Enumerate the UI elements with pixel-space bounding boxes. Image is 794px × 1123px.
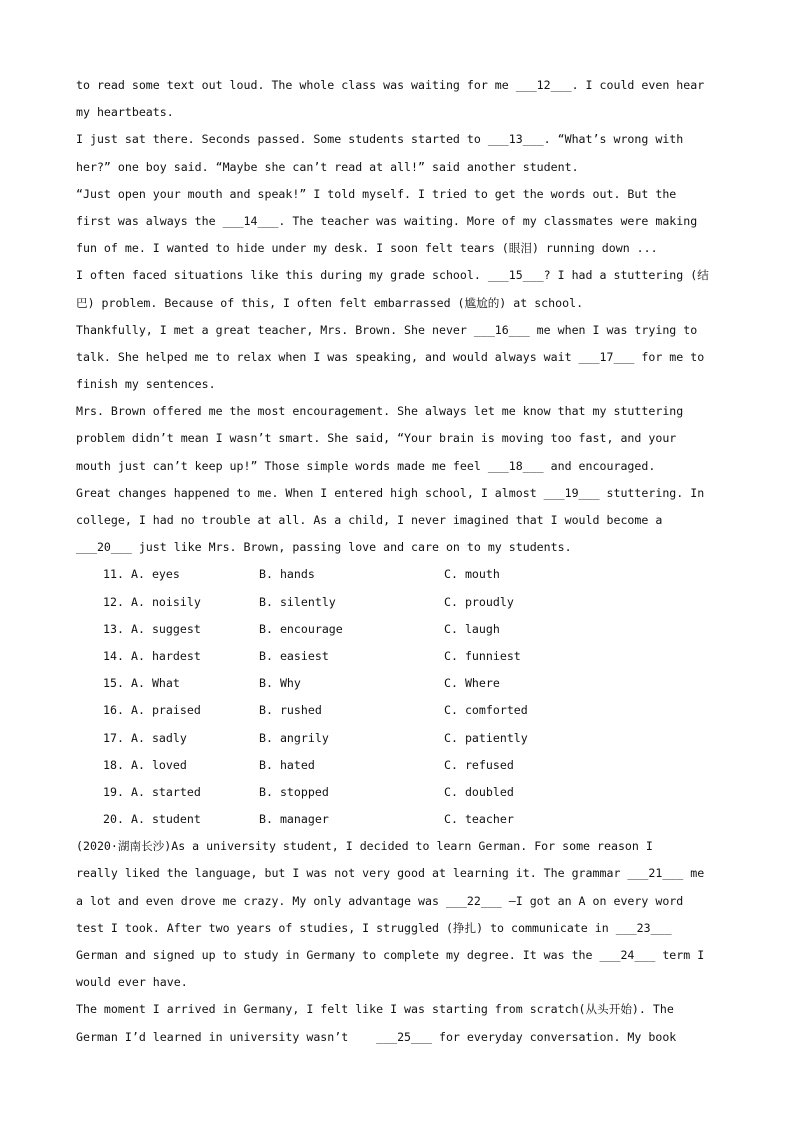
question-row (76, 752, 716, 779)
passage-line: test I took. After two years of studies, I struggled (挣扎) to communicate in ___23___ (76, 920, 672, 935)
option-c: C. patiently (444, 730, 528, 745)
option-a: A. eyes (131, 567, 180, 582)
option-b: B. hands (259, 567, 315, 582)
option-b: B. silently (259, 594, 336, 609)
option-c: C. doubled (444, 784, 514, 799)
passage-line: mouth just can’t keep up!” Those simple words made me feel ___18___ and encouraged. (76, 458, 656, 473)
passage-line: (2020·湖南长沙)As a university student, I decided to learn German. For some reason I (76, 839, 653, 854)
option-a: A. noisily (131, 594, 201, 609)
question-number: 19. (103, 784, 124, 799)
passage-line: really liked the language, but I was not very good at learning it. The grammar ___21___ me (76, 866, 705, 881)
option-c: C. proudly (444, 594, 514, 609)
passage-line: college, I had no trouble at all. As a child, I never imagined that I would become a (76, 513, 663, 527)
answer-options (76, 561, 716, 833)
question-number: 20. (103, 812, 124, 827)
option-a: A. praised (131, 703, 201, 718)
option-b: B. easiest (259, 648, 329, 663)
passage-line: The moment I arrived in Germany, I felt like I was starting from scratch(从头开始). The (76, 1002, 674, 1017)
option-a: A. started (131, 784, 201, 799)
passage-line: ___20___ just like Mrs. Brown, passing love and care on to my students. (76, 540, 572, 555)
option-b: B. stopped (259, 784, 329, 799)
passage-line: “Just open your mouth and speak!” I told myself. I tried to get the words out. But the (76, 186, 677, 201)
question-number: 14. (103, 648, 124, 663)
question-number: 15. (103, 676, 124, 691)
question-row (76, 643, 716, 670)
question-number: 17. (103, 730, 124, 745)
passage-line: her?” one boy said. “Maybe she can’t read at all!” said another student. (76, 159, 579, 174)
question-row (76, 616, 716, 643)
option-b: B. angrily (259, 730, 329, 745)
passage-1 (76, 72, 716, 561)
passage-line: German and signed up to study in Germany to complete my degree. It was the ___24___ term I (76, 948, 705, 962)
option-a: A. student (131, 812, 201, 827)
passage-line: first was always the ___14___. The teacher was waiting. More of my classmates were making (76, 213, 698, 228)
passage-line: Thankfully, I met a great teacher, Mrs. Brown. She never ___16___ me when I was trying to (76, 322, 698, 337)
question-row (76, 725, 716, 752)
passage-line: a lot and even drove me crazy. My only advantage was ___22___ —I got an A on every word (76, 893, 684, 908)
option-c: C. funniest (444, 648, 521, 663)
option-b: B. hated (259, 757, 315, 772)
question-row (76, 697, 716, 724)
passage-line: I just sat there. Seconds passed. Some students started to ___13___. “What’s wrong with (76, 132, 684, 147)
option-c: C. Where (444, 676, 500, 691)
option-b: B. rushed (259, 703, 322, 718)
passage-line: problem didn’t mean I wasn’t smart. She said, “Your brain is moving too fast, and your (76, 431, 677, 446)
passage-line: my heartbeats. (76, 105, 174, 120)
question-number: 16. (103, 703, 124, 718)
option-c: C. comforted (444, 703, 528, 718)
passage-line: 巴) problem. Because of this, I often felt embarrassed (尴尬的) at school. (76, 295, 584, 310)
option-a: A. hardest (131, 648, 201, 663)
option-b: B. Why (259, 676, 301, 691)
question-number: 12. (103, 594, 124, 609)
question-row (76, 806, 716, 833)
question-number: 18. (103, 757, 124, 772)
passage-line: talk. She helped me to relax when I was speaking, and would always wait ___17___ for me to (76, 349, 705, 364)
option-c: C. laugh (444, 621, 500, 636)
option-c: C. teacher (444, 812, 514, 827)
passage-line: I often faced situations like this during my grade school. ___15___? I had a stuttering (结 (76, 268, 709, 283)
option-a: A. loved (131, 757, 187, 772)
option-a: A. What (131, 676, 180, 691)
passage-line: fun of me. I wanted to hide under my desk. I soon felt tears (眼泪) running down ... (76, 241, 658, 256)
question-row (76, 779, 716, 806)
passage-line: Mrs. Brown offered me the most encouragement. She always let me know that my stuttering (76, 404, 684, 419)
document-page (76, 72, 716, 1051)
option-b: B. encourage (259, 621, 343, 636)
option-a: A. sadly (131, 730, 187, 745)
option-a: A. suggest (131, 621, 201, 636)
question-number: 13. (103, 621, 124, 636)
passage-line: would ever have. (76, 975, 188, 990)
passage-2 (76, 833, 716, 1051)
question-number: 11. (103, 567, 124, 582)
option-c: C. mouth (444, 567, 500, 582)
passage-line: Great changes happened to me. When I entered high school, I almost ___19___ stuttering. In (76, 485, 705, 500)
question-row (76, 670, 716, 697)
option-c: C. refused (444, 757, 514, 772)
passage-line: to read some text out loud. The whole class was waiting for me ___12___. I could even hear (76, 78, 705, 92)
option-b: B. manager (259, 812, 329, 827)
question-row (76, 589, 716, 616)
question-row (76, 561, 716, 588)
passage-line: finish my sentences. (76, 377, 216, 392)
passage-line: German I’d learned in university wasn’t ___25___ for everyday conversation. My book (76, 1029, 677, 1044)
